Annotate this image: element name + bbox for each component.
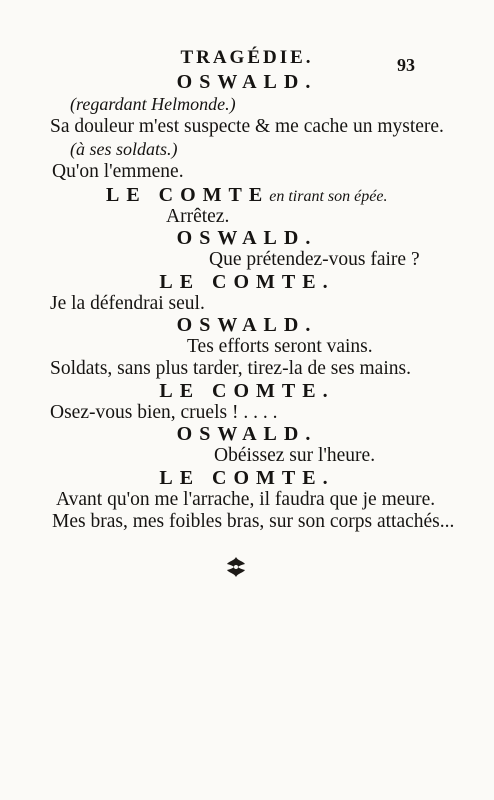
verse-line: Tes efforts seront vains. bbox=[187, 336, 373, 357]
verse-line: Qu'on l'emmene. bbox=[52, 161, 184, 182]
verse-line: Je la défendrai seul. bbox=[50, 293, 205, 314]
speaker-oswald: OSWALD. bbox=[176, 423, 318, 445]
verse-line: Mes bras, mes foibles bras, sur son corps attachés... bbox=[52, 511, 455, 532]
verse-line: Obéissez sur l'heure. bbox=[214, 445, 376, 466]
speaker-line bbox=[106, 185, 387, 205]
speaker-le-comte: LE COMTE. bbox=[159, 467, 335, 489]
speaker-oswald: OSWALD. bbox=[176, 227, 318, 249]
speaker-le-comte: LE COMTE. bbox=[159, 380, 335, 402]
stage-direction: (regardant Helmonde.) bbox=[70, 94, 236, 114]
verse-line: Que prétendez-vous faire ? bbox=[209, 249, 420, 270]
verse-line: Osez-vous bien, cruels ! . . . . bbox=[50, 402, 278, 423]
stage-direction: (à ses soldats.) bbox=[70, 139, 178, 159]
running-title: TRAGÉDIE. bbox=[180, 47, 314, 68]
verse-line: Sa douleur m'est suspecte & me cache un mystere. bbox=[50, 116, 444, 137]
speaker-oswald: OSWALD. bbox=[176, 71, 318, 93]
stage-direction-inline: en tirant son épée. bbox=[269, 188, 388, 205]
verse-line: Arrêtez. bbox=[166, 206, 230, 227]
verse-line: Soldats, sans plus tarder, tirez-la de ses mains. bbox=[50, 358, 411, 379]
speaker-oswald: OSWALD. bbox=[176, 314, 318, 336]
printers-fleuron-icon bbox=[225, 556, 247, 578]
page-number: 93 bbox=[397, 55, 415, 75]
speaker-le-comte: LE COMTE bbox=[106, 184, 270, 206]
verse-line: Avant qu'on me l'arrache, il faudra que je meure. bbox=[56, 489, 436, 510]
speaker-le-comte: LE COMTE. bbox=[159, 271, 335, 293]
